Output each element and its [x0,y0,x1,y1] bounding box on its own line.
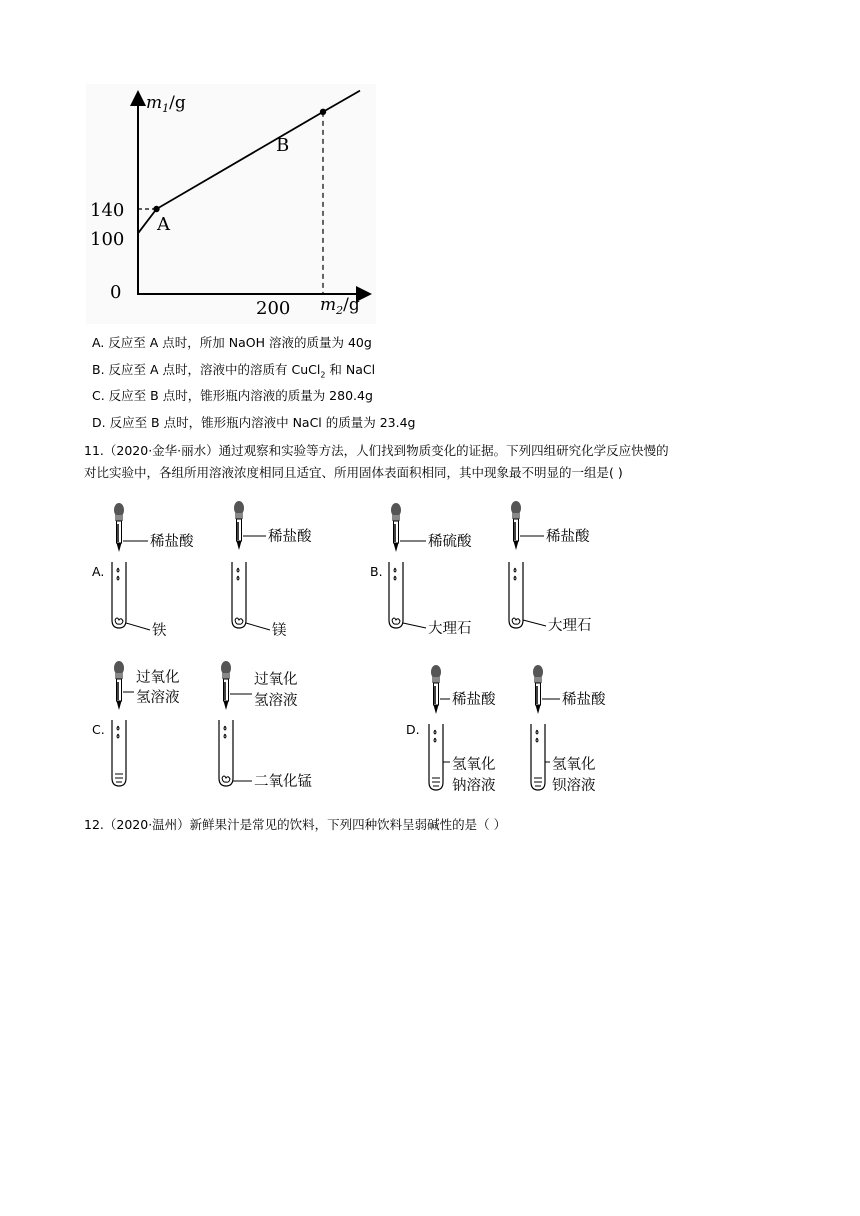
test-tube-icon [232,562,246,628]
question-12: 12.（2020·温州）新鲜果汁是常见的饮料，下列四种饮料呈弱碱性的是（ ） [84,817,507,832]
test-tube-icon [531,724,545,790]
reagent-label: 稀盐酸 [150,534,194,550]
solid-label: 大理石 [548,618,592,634]
point-a-label: A [157,214,170,235]
reagent-label: 稀硫酸 [428,534,472,550]
test-tube-icon [219,720,233,786]
dropper-icon [533,665,543,714]
test-tube-icon [509,562,523,628]
group-b-letter: B. [370,564,383,579]
solid-label: 大理石 [428,621,472,637]
group-d-letter: D. [406,722,420,737]
group-d [406,665,606,794]
reagent-label: 过氧化 [136,670,180,686]
experiment-figures [86,494,646,804]
dropper-icon [234,501,244,550]
dropper-icon [221,661,231,710]
solution-label: 氢氧化 [452,757,496,773]
point-b-label: B [276,135,290,156]
reagent-label: 氢溶液 [136,690,180,706]
dropper-icon [114,661,124,710]
option-d: D. 反应至 B 点时，锥形瓶内溶液中 NaCl 的质量为 23.4g [92,415,416,430]
test-tube-icon [429,724,443,790]
reagent-label: 稀盐酸 [562,692,606,708]
data-point-a [153,206,159,212]
y-tick-140: 140 [90,200,125,221]
y-axis-label: $m_1/g$ [146,93,186,115]
solid-label: 镁 [272,623,287,639]
dropper-icon [114,503,124,552]
test-tube-icon [389,562,403,628]
origin-label: 0 [110,282,122,303]
group-a-letter: A. [92,564,105,579]
test-tube-icon [112,562,126,628]
x-axis-label: $m_2/g$ [320,295,360,317]
solution-label: 钠溶液 [452,778,496,794]
mass-line-chart [86,84,376,324]
reagent-label: 氢溶液 [254,693,298,709]
group-a [92,501,312,639]
group-c-letter: C. [92,722,105,737]
option-b: B. 反应至 A 点时，溶液中的溶质有 CuCl$_2$ 和 NaCl [92,362,376,380]
test-tube-icon [112,720,126,786]
dropper-icon [391,503,401,552]
option-c: C. 反应至 B 点时，锥形瓶内溶液的质量为 280.4g [92,388,373,403]
group-b [370,501,592,637]
x-tick-200: 200 [256,298,291,319]
reagent-label: 稀盐酸 [268,529,312,545]
dropper-icon [431,665,441,714]
y-tick-100: 100 [90,229,125,250]
reagent-label: 稀盐酸 [452,692,496,708]
option-a: A. 反应至 A 点时，所加 NaOH 溶液的质量为 40g [92,335,372,350]
group-c [92,661,312,790]
reagent-label: 稀盐酸 [546,529,590,545]
solid-label: 二氧化锰 [254,774,312,790]
solution-label: 钡溶液 [552,778,596,794]
solid-label: 铁 [152,623,167,639]
solution-label: 氢氧化 [552,757,596,773]
dropper-icon [511,501,521,550]
question-11: 11.（2020·金华·丽水）通过观察和实验等方法，人们找到物质变化的证据。下列四组研究化学反应快慢的 对比实验中，各组所用溶液浓度相同且适宜、所用固体表面积相同，其中现象最不明显的一组是( ) [84,443,669,480]
data-point-b [320,109,326,115]
chart-background [86,84,376,324]
reagent-label: 过氧化 [254,672,298,688]
